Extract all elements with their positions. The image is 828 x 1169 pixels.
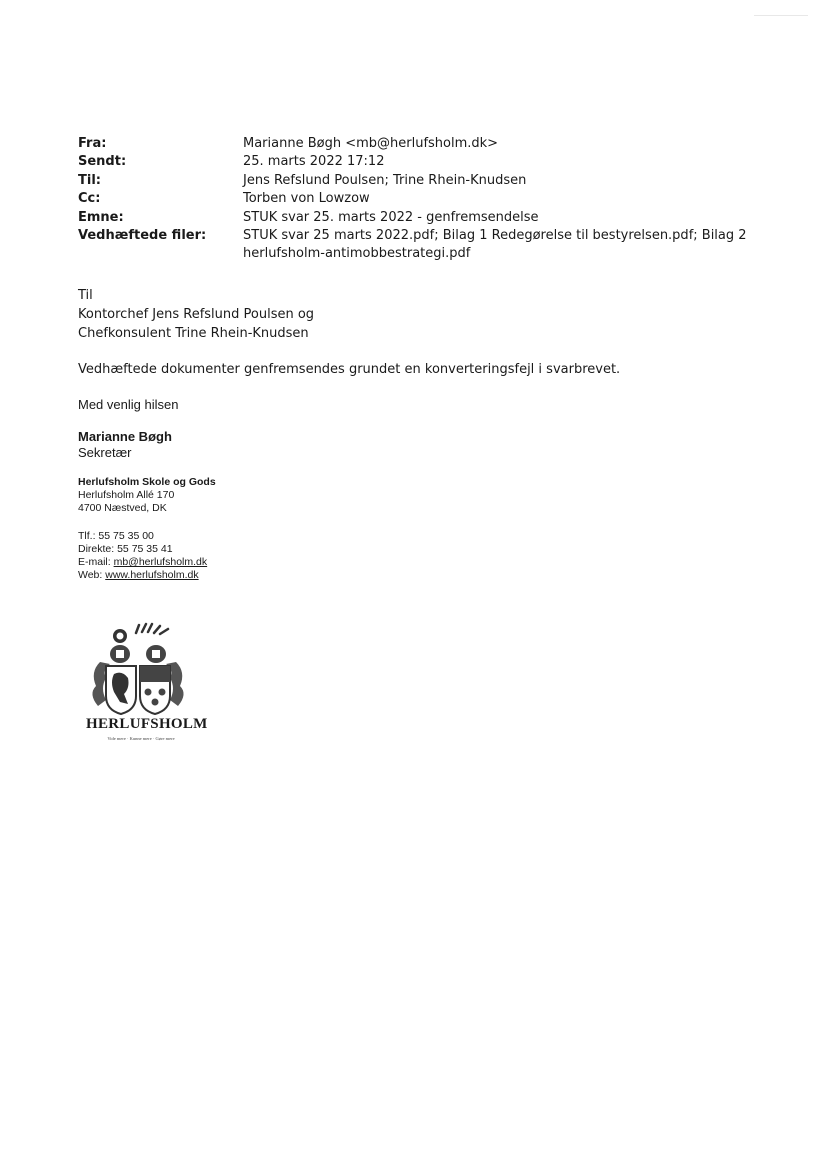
contact-info	[78, 530, 207, 582]
salutation-line-3: Chefkonsulent Trine Rhein-Knudsen	[78, 326, 309, 341]
email-line	[78, 556, 207, 569]
org-city: 4700 Næstved, DK	[78, 502, 167, 514]
scan-mark	[754, 15, 808, 16]
salutation-line-2: Kontorchef Jens Refslund Poulsen og	[78, 307, 315, 322]
logo-wordmark: HERLUFSHOLM	[86, 716, 208, 732]
signature-name: Marianne Bøgh	[78, 429, 172, 444]
org-street: Herlufsholm Allé 170	[78, 489, 175, 501]
phone: Tlf.: 55 75 35 00	[78, 530, 154, 542]
direct-phone: Direkte: 55 75 35 41	[78, 543, 173, 555]
header-row-from	[78, 135, 758, 153]
to-value: Jens Refslund Poulsen; Trine Rhein-Knudsen	[243, 172, 527, 188]
signature-block	[78, 429, 172, 461]
logo-tagline: Vide mere · Kunne mere · Gøre mere	[107, 736, 175, 741]
attachments-label: Vedhæftede filer:	[78, 228, 207, 244]
subject-value: STUK svar 25. marts 2022 - genfremsendelse	[243, 209, 539, 225]
email-label: E-mail:	[78, 556, 114, 568]
header-row-subject	[78, 209, 758, 227]
web-label: Web:	[78, 569, 106, 581]
web-link[interactable]: www.herlufsholm.dk	[105, 569, 199, 581]
to-label: Til:	[78, 172, 101, 188]
salutation	[78, 286, 314, 343]
from-label: Fra:	[78, 136, 107, 151]
attachments-value: STUK svar 25 marts 2022.pdf; Bilag 1 Redegørelse til bestyrelsen.pdf; Bilag 2 herlufsholm-antimobbestrategi.pdf	[243, 228, 747, 262]
org-address	[78, 476, 216, 515]
salutation-line-1: Til	[78, 288, 93, 303]
org-name: Herlufsholm Skole og Gods	[78, 476, 216, 488]
from-value: Marianne Bøgh <mb@herlufsholm.dk>	[243, 136, 499, 151]
header-row-attachments	[78, 227, 758, 264]
header-row-cc	[78, 190, 758, 208]
cc-label: Cc:	[78, 191, 101, 207]
header-row-to	[78, 172, 758, 190]
signature-title: Sekretær	[78, 445, 132, 460]
closing: Med venlig hilsen	[78, 397, 179, 412]
web-line	[78, 569, 207, 582]
header-row-sent	[78, 153, 758, 171]
subject-label: Emne:	[78, 209, 124, 225]
email-link[interactable]: mb@herlufsholm.dk	[113, 556, 208, 568]
sent-value: 25. marts 2022 17:12	[243, 154, 385, 170]
cc-value: Torben von Lowzow	[243, 191, 370, 207]
sent-label: Sendt:	[78, 154, 127, 170]
message-text: Vedhæftede dokumenter genfremsendes grundet en konverteringsfejl i svarbrevet.	[78, 362, 621, 377]
email-header	[78, 135, 758, 264]
